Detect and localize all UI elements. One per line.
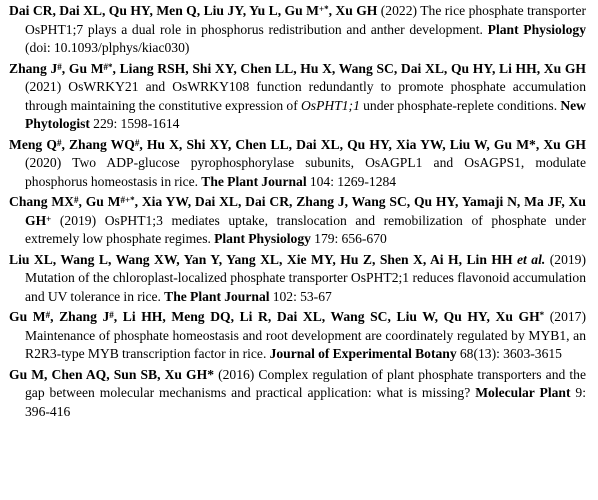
ref-authors-tail: , Hu X, Shi XY, Chen LL, Dai XL, Qu HY, Xia YW, Liu W, Gu M*, Xu GH xyxy=(139,136,587,152)
ref-year: (2021) xyxy=(25,79,69,94)
reference-item-3 xyxy=(9,136,586,192)
ref-details: 229: 1598-1614 xyxy=(89,116,180,131)
ref-authors: Dai CR, Dai XL, Qu HY, Men Q, Liu JY, Yu L, Gu M xyxy=(9,3,319,18)
ref-authors-tail: , Xu GH xyxy=(328,3,378,18)
ref-details: 9: 396-416 xyxy=(25,385,586,419)
ref-authors-tail: , Gu M xyxy=(78,194,121,209)
ref-author-mark: #+* xyxy=(120,195,135,205)
reference-item-2 xyxy=(9,60,586,134)
ref-authors: Liu XL, Wang L, Wang XW, Yan Y, Yang XL, Xie MY, Hu Z, Shen X, Ai H, Lin HH xyxy=(9,251,517,267)
ref-gene-name: OsPHT1;1 xyxy=(300,97,360,113)
ref-author-mark: #* xyxy=(103,61,113,72)
reference-item-5 xyxy=(9,251,586,307)
ref-authors: Chang MX xyxy=(9,194,74,209)
ref-title: OsWRKY21 and OsWRKY108 function redundantly to promote phosphate accumulation through maintaining the constitutive expression of xyxy=(25,79,586,113)
ref-year: (2022) xyxy=(377,3,421,18)
ref-journal: New Phytologist xyxy=(25,97,586,131)
ref-journal: The Plant Journal xyxy=(201,173,307,189)
ref-authors: Zhang J xyxy=(9,60,58,76)
ref-author-mark: # xyxy=(74,195,79,205)
ref-year: (2017) xyxy=(544,309,586,324)
ref-journal: Journal of Experimental Botany xyxy=(269,346,457,361)
ref-authors: Gu M, Chen AQ, Sun SB, Xu GH* xyxy=(9,366,214,382)
reference-item-6 xyxy=(9,308,586,364)
ref-et-al: et al. xyxy=(517,251,546,267)
ref-title: OsPHT1;3 mediates uptake, translocation and remobilization of phosphate under extremely low phosphate regimes. xyxy=(25,212,587,246)
ref-title: Two ADP-glucose pyrophosphorylase subunits, OsAGPL1 and OsAGPS1, modulate phosphorus homeostasis in rice. xyxy=(25,155,586,189)
ref-authors-tail: , Xia YW, Dai XL, Dai CR, Zhang J, Wang SC, Qu HY, Yamaji N, Ma JF, Xu GH xyxy=(25,194,586,228)
ref-authors-tail: , Li HH, Meng DQ, Li R, Dai XL, Wang SC, Liu W, Qu HY, Xu GH xyxy=(113,309,540,324)
ref-title: Mutation of the chloroplast-localized phosphate transporter OsPHT2;1 reduces flavonoid accumulation and UV tolerance in rice. xyxy=(25,270,586,304)
ref-author-mark: +* xyxy=(318,4,329,14)
ref-title: under phosphate-replete conditions. xyxy=(359,97,561,113)
ref-authors-tail: , Gu M xyxy=(61,60,104,76)
ref-details: 104: 1269-1284 xyxy=(306,173,397,189)
ref-year: (2016) xyxy=(214,366,259,382)
ref-author-mark: # xyxy=(134,137,140,148)
ref-author-mark: * xyxy=(539,310,545,320)
ref-author-mark: + xyxy=(46,213,52,224)
ref-authors-tail: , Liang RSH, Shi XY, Chen LL, Hu X, Wang SC, Dai XL, Qu HY, Li HH, Xu GH xyxy=(112,60,587,76)
ref-journal: Plant Physiology xyxy=(214,231,311,246)
ref-year: (2020) xyxy=(25,155,73,170)
ref-journal: Plant Physiology xyxy=(487,21,586,37)
ref-authors-tail: , Zhang WQ xyxy=(61,136,135,152)
reference-item-7 xyxy=(9,366,586,422)
ref-journal: Molecular Plant xyxy=(475,385,571,400)
ref-year: (2019) xyxy=(51,212,105,228)
ref-title: The rice phosphate transporter OsPHT1;7 plays a dual role in phosphorus redistribution and anther development. xyxy=(25,3,587,37)
ref-author-mark: # xyxy=(109,310,114,320)
ref-authors: Gu M xyxy=(9,309,46,324)
reference-item-4 xyxy=(9,193,586,249)
ref-authors-tail: , Zhang J xyxy=(50,309,110,324)
reference-item-1 xyxy=(9,2,586,58)
ref-author-mark: # xyxy=(56,137,62,148)
ref-author-mark: # xyxy=(45,310,51,320)
ref-journal: The Plant Journal xyxy=(164,288,270,304)
ref-details: 68(13): 3603-3615 xyxy=(456,346,562,361)
ref-details: 102: 53-67 xyxy=(269,288,332,304)
ref-authors: Meng Q xyxy=(9,136,57,152)
ref-details: 179: 656-670 xyxy=(310,231,387,246)
ref-details: (doi: 10.1093/plphys/kiac030) xyxy=(25,40,190,55)
ref-title: Complex regulation of plant phosphate transporters and the gap between molecular mechanisms and practical application: what is missing? xyxy=(25,366,587,400)
ref-title: Maintenance of phosphate homeostasis and root development are coordinately regulated by MYB1, an R2R3-type MYB transcription factor in rice. xyxy=(25,327,586,361)
ref-author-mark: # xyxy=(57,61,62,72)
ref-year: (2019) xyxy=(545,251,586,267)
